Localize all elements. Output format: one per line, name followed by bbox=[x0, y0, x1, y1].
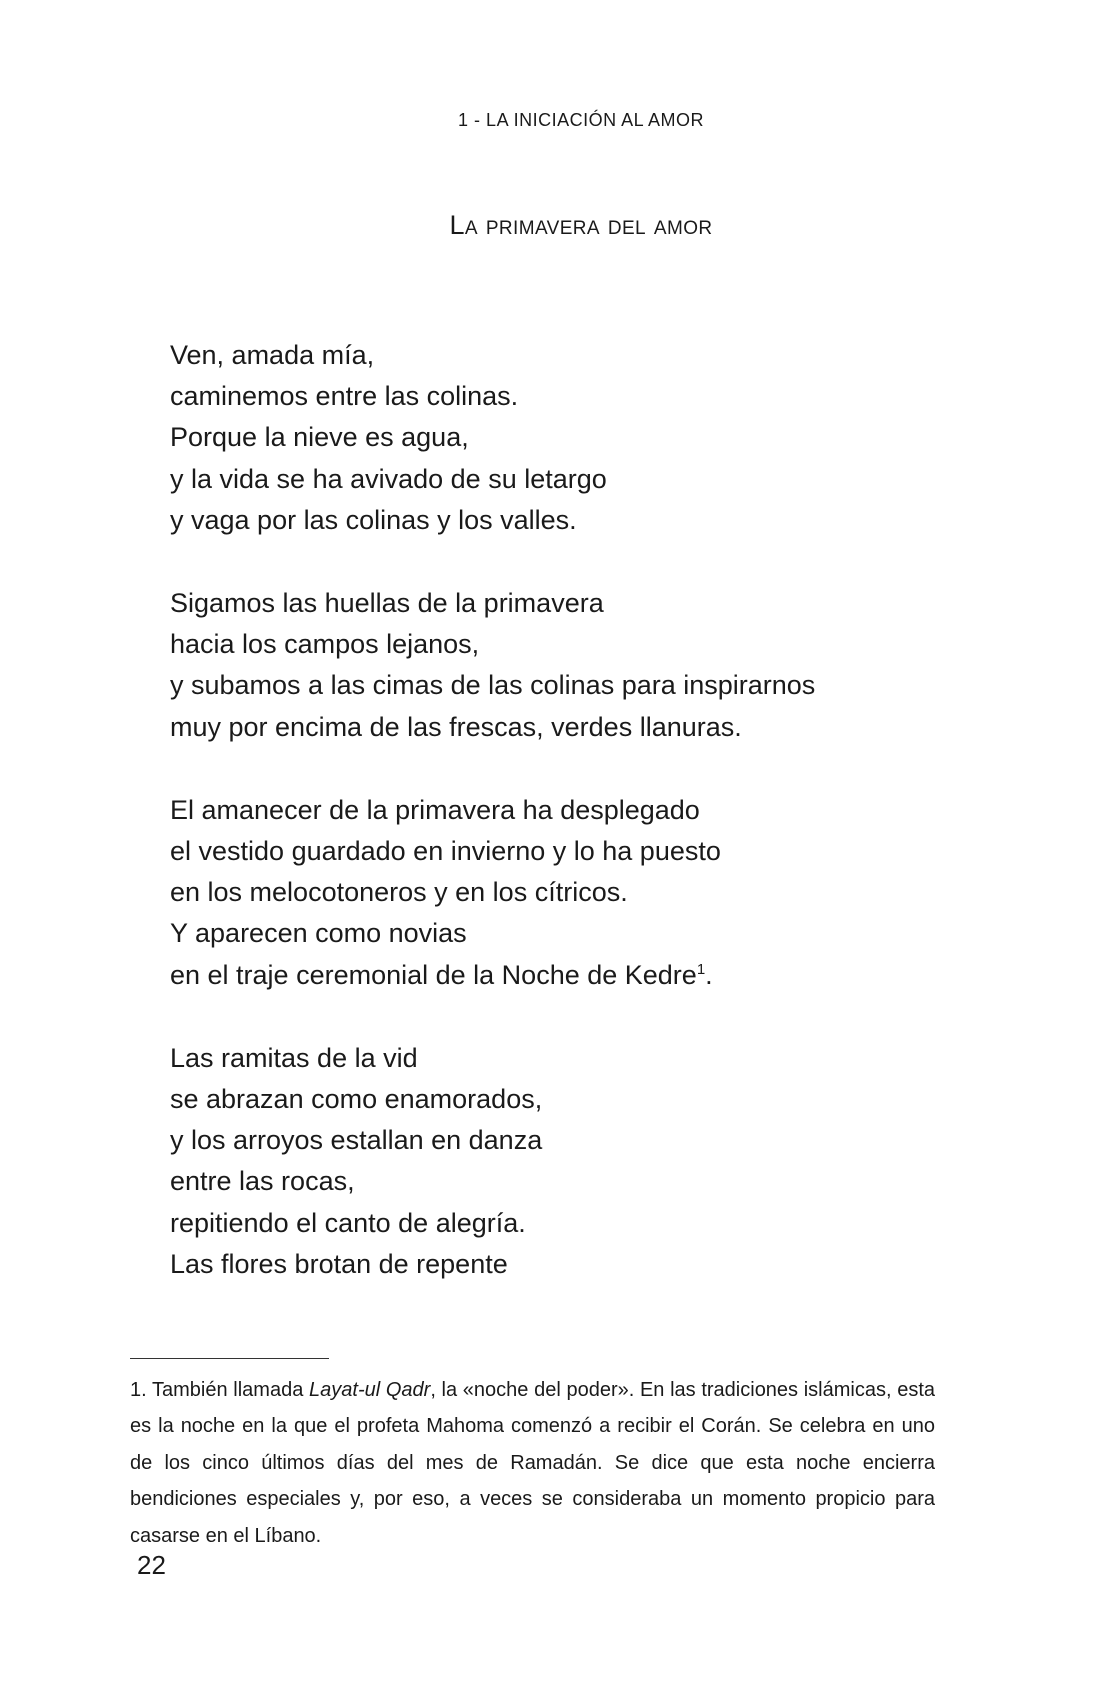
footnote-text-before: También llamada bbox=[152, 1379, 310, 1401]
poem-line: en los melocotoneros y en los cítricos. bbox=[170, 877, 628, 908]
poem-line: se abrazan como enamorados, bbox=[170, 1084, 543, 1115]
poem-line: Ven, amada mía, bbox=[170, 340, 375, 370]
poem-line-text: en el traje ceremonial de la Noche de Kedre bbox=[170, 959, 697, 990]
footnote-divider bbox=[130, 1358, 329, 1359]
poem-line: el vestido guardado en invierno y lo ha puesto bbox=[170, 836, 721, 867]
poem-line: Sigamos las huellas de la primavera bbox=[170, 588, 604, 619]
poem-line: y la vida se ha avivado de su letargo bbox=[170, 463, 607, 494]
poem-line: Las ramitas de la vid bbox=[170, 1042, 418, 1073]
poem-line: entre las rocas, bbox=[170, 1166, 355, 1197]
footnote-number: 1. bbox=[130, 1379, 147, 1401]
poem-line: Las flores brotan de repente bbox=[170, 1248, 508, 1279]
stanza-2 bbox=[170, 583, 990, 748]
footnote-reference: 1 bbox=[696, 960, 706, 978]
chapter-title: La primavera del amor bbox=[449, 210, 713, 240]
poem-line: muy por encima de las frescas, verdes llanuras. bbox=[170, 711, 742, 742]
poem-line: repitiendo el canto de alegría. bbox=[170, 1207, 526, 1238]
poem-line: y vaga por las colinas y los valles. bbox=[170, 504, 577, 535]
stanza-1 bbox=[170, 335, 990, 541]
poem-line: hacia los campos lejanos, bbox=[170, 629, 480, 660]
poem-line-with-footnote bbox=[170, 955, 990, 996]
poem-line: y subamos a las cimas de las colinas para inspirarnos bbox=[170, 670, 816, 701]
poem-line: Porque la nieve es agua, bbox=[170, 422, 469, 453]
poem-line: El amanecer de la primavera ha desplegado bbox=[170, 794, 700, 825]
poem-line: caminemos entre las colinas. bbox=[170, 381, 519, 412]
poem bbox=[170, 335, 990, 1327]
footnote-italic-term: Layat-ul Qadr bbox=[309, 1379, 431, 1401]
footnote bbox=[130, 1372, 935, 1554]
stanza-3 bbox=[170, 790, 990, 996]
line-end-punctuation: . bbox=[705, 959, 713, 990]
footnote-text-after: , la «noche del poder». En las tradiciones islámicas, esta es la noche en la que el profeta Mahoma comenzó a recibir el Corán. Se celebra en uno de los cinco últimos días del mes de Ramadán. Se dice que esta noche encierra bendiciones especiales y, por eso, a veces se consideraba un momento propicio para casarse en el Líbano. bbox=[130, 1379, 936, 1547]
page-number: 22 bbox=[137, 1550, 166, 1580]
running-head: 1 - LA INICIACIÓN AL AMOR bbox=[458, 110, 704, 130]
poem-line: y los arroyos estallan en danza bbox=[170, 1125, 543, 1156]
stanza-4 bbox=[170, 1038, 990, 1285]
poem-line: Y aparecen como novias bbox=[170, 918, 467, 949]
